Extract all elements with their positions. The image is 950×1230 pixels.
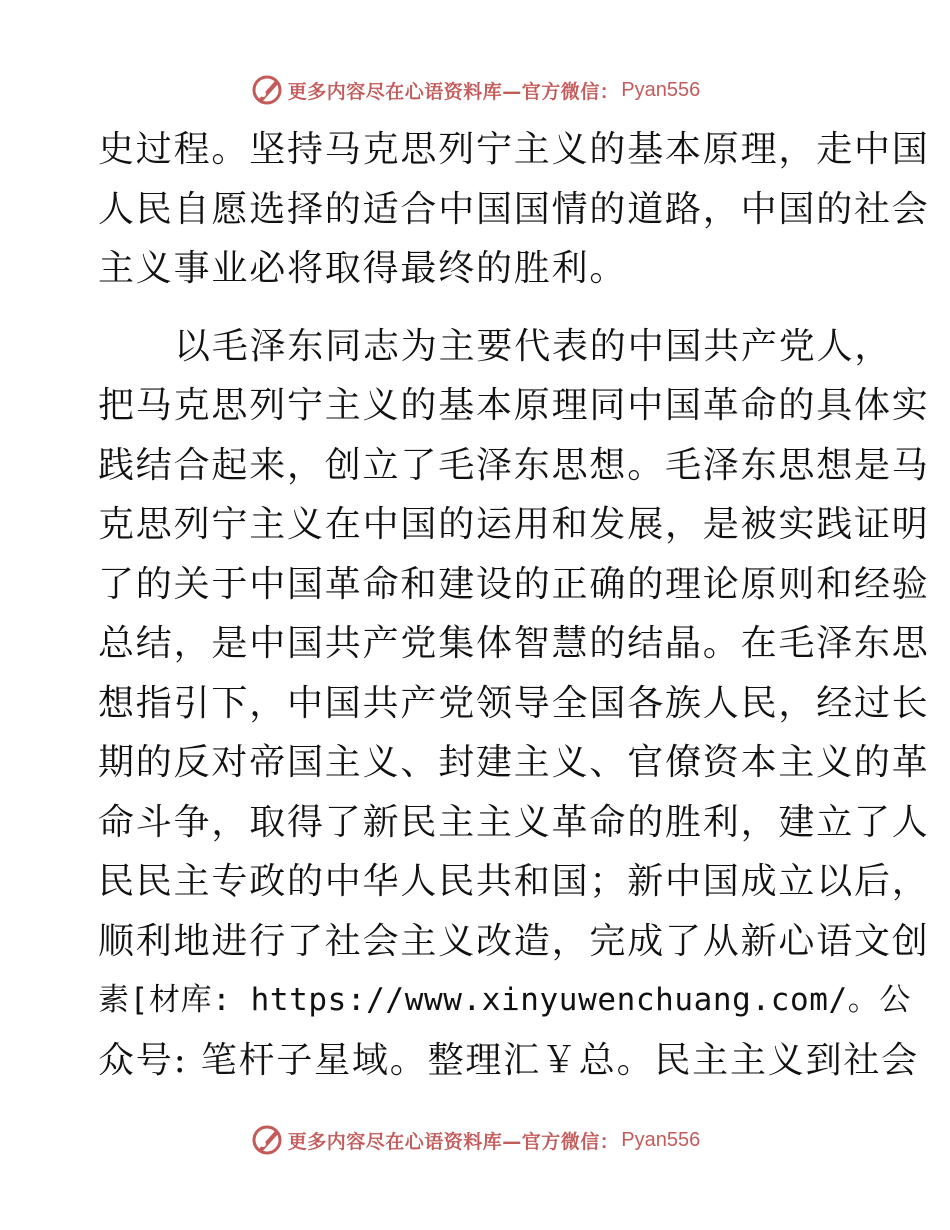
text-line: 克思列宁主义在中国的运用和发展，是被实践证明 <box>98 504 930 545</box>
text-line: 以毛泽东同志为主要代表的中国共产党人， <box>174 325 893 367</box>
document-body <box>98 120 930 1090</box>
text-line: 总结，是中国共产党集体智慧的结晶。在毛泽东思 <box>98 623 930 664</box>
header-banner-id: Pyan556 <box>621 78 701 101</box>
text-line-url: 素[材库: https://www.xinyuwenchuang.com/。公 <box>98 982 911 1018</box>
text-line: 期的反对帝国主义、封建主义、官僚资本主义的革 <box>98 742 930 783</box>
paragraph-1 <box>98 120 930 299</box>
text-line: 众号: 笔杆子星域。整理汇￥总。民主主义到社会 <box>98 1039 919 1081</box>
logo-icon <box>250 1123 284 1157</box>
footer-banner-id: Pyan556 <box>621 1128 701 1151</box>
text-line: 践结合起来，创立了毛泽东思想。毛泽东思想是马 <box>98 444 930 486</box>
text-line: 了的关于中国革命和建设的正确的理论原则和经验 <box>98 563 930 605</box>
text-line: 顺利地进行了社会主义改造，完成了从新心语文创 <box>98 920 930 962</box>
footer-banner-text: 更多内容尽在心语资料库—官方微信： <box>287 1130 620 1153</box>
text-line: 把马克思列宁主义的基本原理同中国革命的具体实 <box>98 385 930 426</box>
text-line: 民民主专政的中华人民共和国；新中国成立以后， <box>98 861 930 902</box>
text-line: 史过程。坚持马克思列宁主义的基本原理，走中国 <box>98 129 930 170</box>
text-line: 想指引下，中国共产党领导全国各族人民，经过长 <box>98 682 930 724</box>
footer-banner <box>0 1120 950 1160</box>
text-line: 命斗争，取得了新民主主义革命的胜利，建立了人 <box>98 801 930 843</box>
text-line: 主义事业必将取得最终的胜利。 <box>98 248 628 289</box>
logo-icon <box>250 73 284 107</box>
header-banner <box>0 70 950 110</box>
paragraph-2 <box>98 317 930 1091</box>
header-banner-text: 更多内容尽在心语资料库—官方微信： <box>287 80 620 103</box>
text-line: 人民自愿选择的适合中国国情的道路，中国的社会 <box>98 188 930 230</box>
